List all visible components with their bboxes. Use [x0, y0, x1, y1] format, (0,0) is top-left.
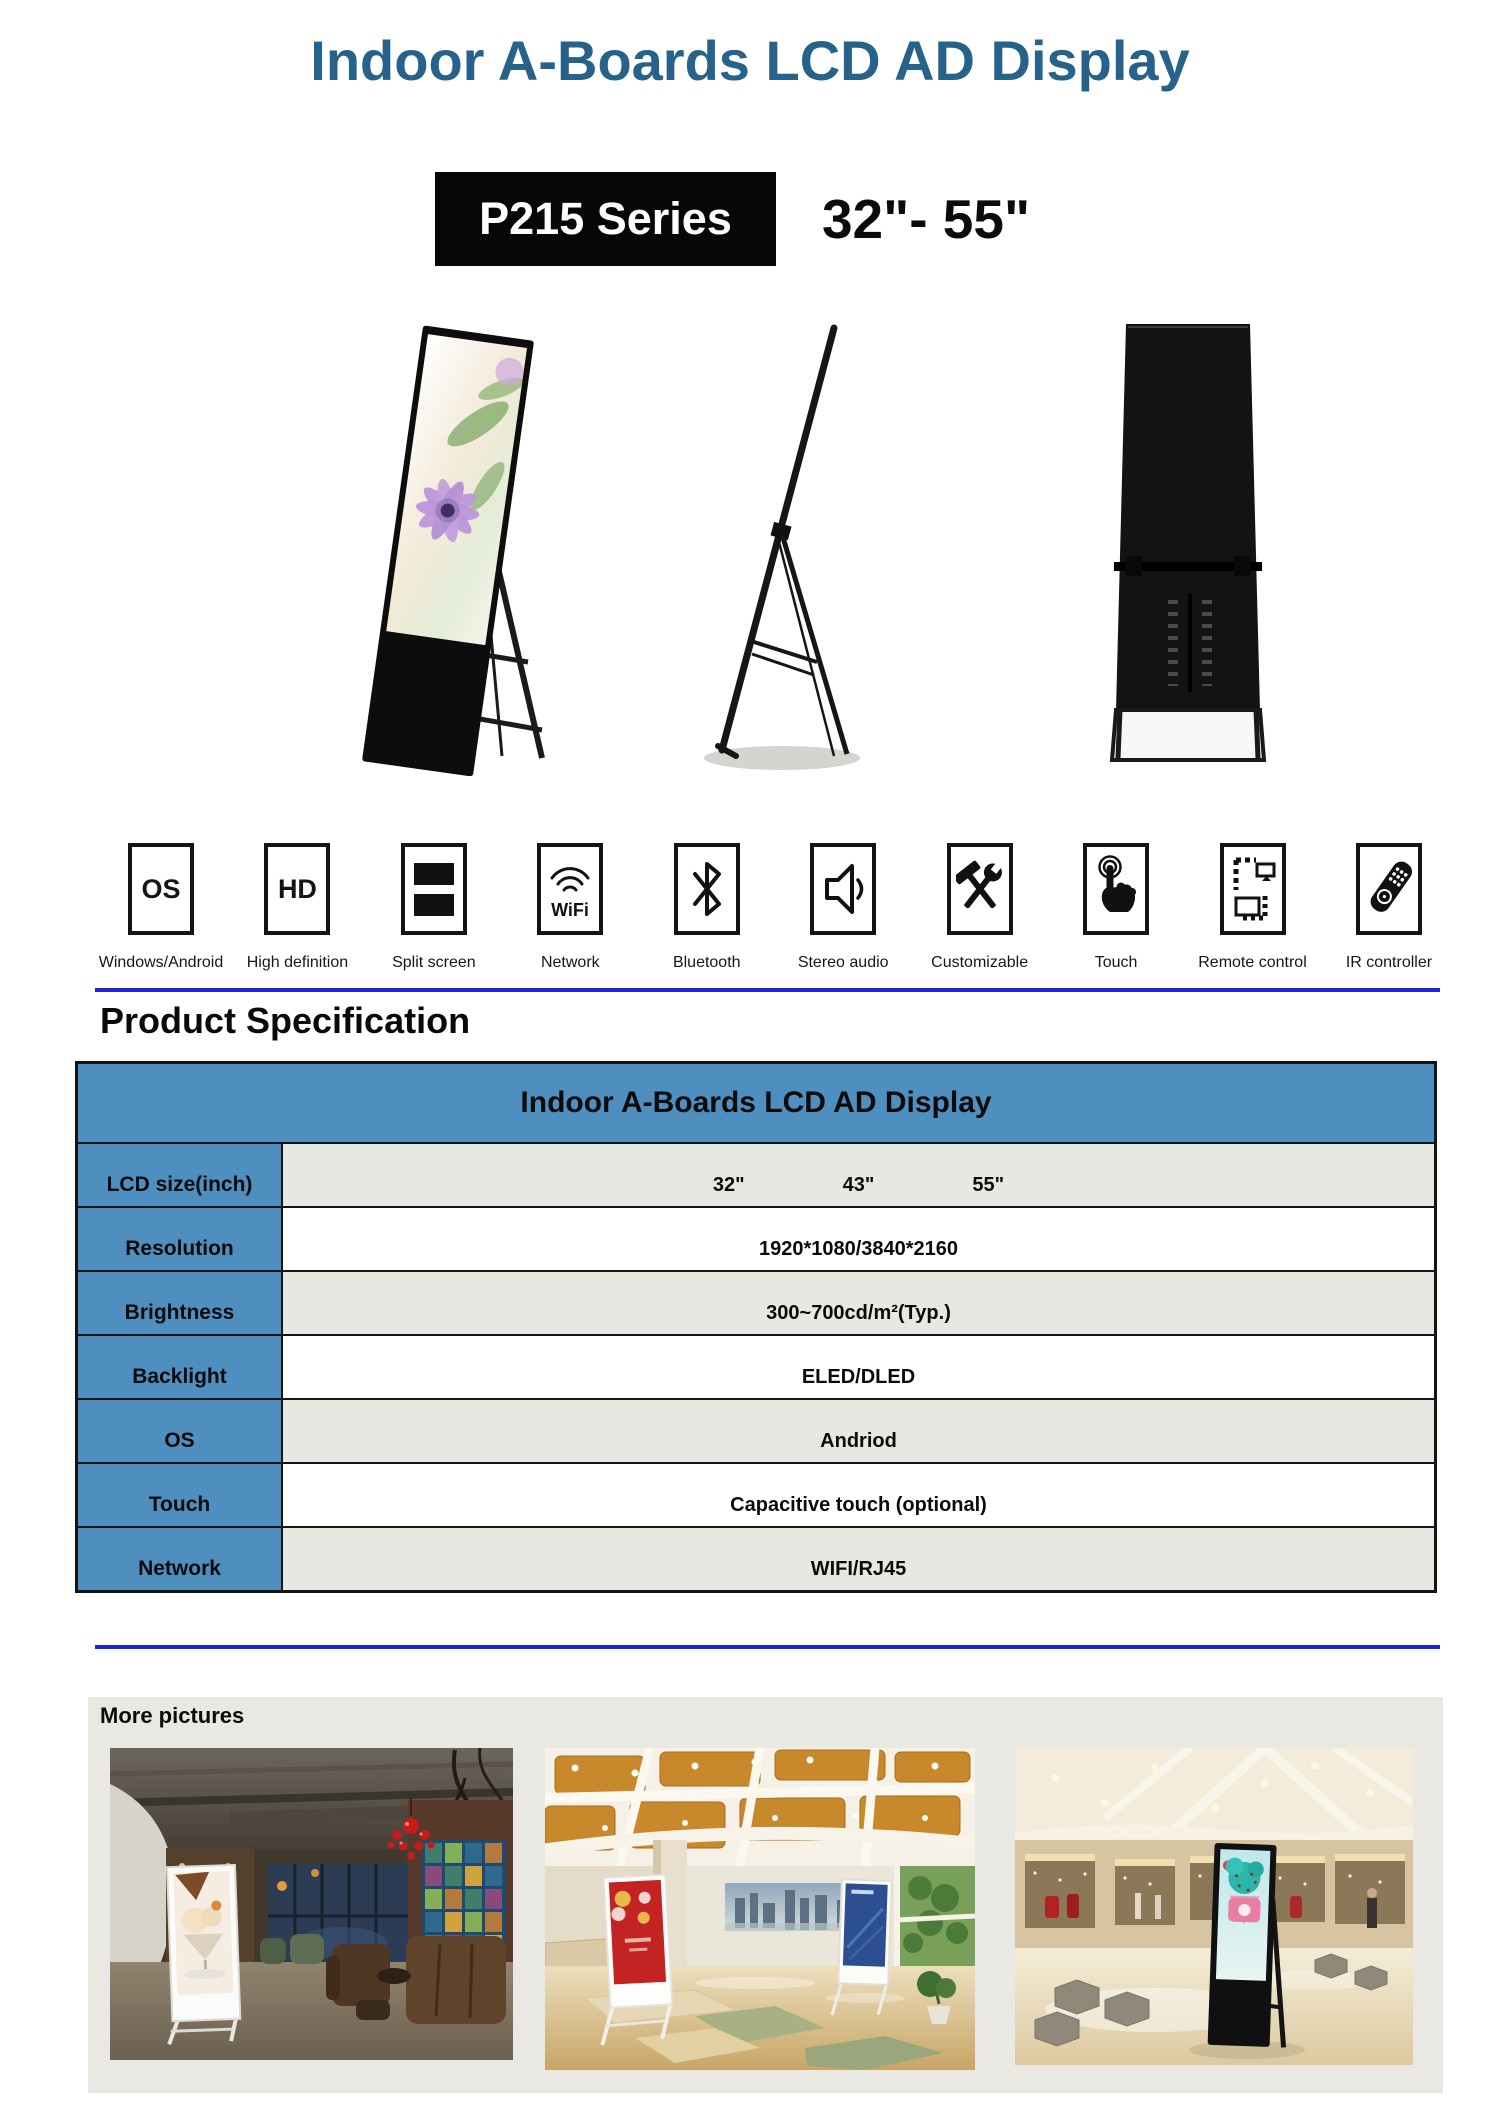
spec-row-value: Capacitive touch (optional) — [283, 1464, 1434, 1526]
spec-row-value: 1920*1080/3840*2160 — [283, 1208, 1434, 1270]
table-row — [78, 1142, 1434, 1206]
product-side-view-image — [682, 310, 882, 776]
remote-control-icon — [1220, 843, 1286, 935]
spec-row-label: Network — [78, 1528, 283, 1590]
spec-row-value: 300~700cd/m²(Typ.) — [283, 1272, 1434, 1334]
spec-heading: Product Specification — [100, 1000, 471, 1041]
table-row — [78, 1334, 1434, 1398]
wifi-icon — [537, 843, 603, 935]
feature-os — [95, 843, 227, 972]
table-row — [78, 1526, 1434, 1590]
lcd-size-option: 43" — [842, 1174, 875, 1196]
spec-row-label: Backlight — [78, 1336, 283, 1398]
lcd-size-option: 55" — [972, 1174, 1005, 1196]
bluetooth-icon — [674, 843, 740, 935]
feature-customizable — [914, 843, 1046, 972]
feature-label: Bluetooth — [672, 954, 741, 971]
product-back-view-image — [1068, 312, 1308, 774]
feature-hd — [231, 843, 363, 972]
table-row — [78, 1398, 1434, 1462]
feature-label: Windows/Android — [98, 954, 224, 971]
stereo-audio-icon — [810, 843, 876, 935]
feature-bluetooth — [641, 843, 773, 972]
spec-table-title: Indoor A-Boards LCD AD Display — [78, 1064, 1434, 1142]
ir-controller-icon — [1356, 843, 1422, 935]
spec-row-value — [283, 1144, 1434, 1206]
spec-row-label: OS — [78, 1400, 283, 1462]
lcd-size-option: 32" — [712, 1174, 745, 1196]
table-row — [78, 1270, 1434, 1334]
feature-label: High definition — [246, 954, 349, 971]
touch-icon — [1083, 843, 1149, 935]
spec-row-label: Touch — [78, 1464, 283, 1526]
feature-icons-row — [95, 843, 1455, 972]
page-title: Indoor A-Boards LCD AD Display — [310, 29, 1190, 92]
feature-network — [504, 843, 636, 972]
customizable-icon — [947, 843, 1013, 935]
spec-table — [75, 1061, 1437, 1593]
more-pictures-section — [88, 1697, 1443, 2093]
table-row — [78, 1206, 1434, 1270]
product-front-view-image — [330, 306, 575, 776]
spec-row-label: LCD size(inch) — [78, 1144, 283, 1206]
aboard-in-cafe — [163, 1865, 241, 2044]
feature-label: Split screen — [392, 954, 476, 971]
feature-label: IR controller — [1345, 954, 1433, 971]
front-panel — [362, 325, 534, 776]
size-range-label: 32"- 55" — [821, 188, 1031, 250]
hd-icon: HD — [264, 843, 330, 935]
gallery-photo-mall — [1015, 1748, 1413, 2065]
feature-label: Network — [540, 954, 600, 971]
svg-text:WiFi: WiFi — [551, 900, 590, 920]
gallery-photo-cafe — [110, 1748, 513, 2060]
split-screen-icon — [401, 843, 467, 935]
feature-stereo-audio — [777, 843, 909, 972]
feature-touch — [1050, 843, 1182, 972]
feature-ir-controller — [1323, 843, 1455, 972]
spec-row-label: Brightness — [78, 1272, 283, 1334]
table-row — [78, 1462, 1434, 1526]
feature-remote-control — [1187, 843, 1319, 972]
feature-label: Stereo audio — [797, 954, 889, 971]
feature-label: Remote control — [1198, 954, 1307, 971]
series-badge: P215 Series — [435, 172, 776, 266]
blue-divider — [95, 1645, 1440, 1649]
more-pictures-heading: More pictures — [100, 1703, 245, 1728]
spec-row-value: WIFI/RJ45 — [283, 1528, 1434, 1590]
spec-row-value: Andriod — [283, 1400, 1434, 1462]
feature-split-screen — [368, 843, 500, 972]
feature-label: Customizable — [931, 954, 1029, 971]
blue-divider — [95, 988, 1440, 992]
gallery-photo-lobby — [545, 1748, 975, 2070]
spec-row-label: Resolution — [78, 1208, 283, 1270]
os-icon: OS — [128, 843, 194, 935]
feature-label: Touch — [1094, 954, 1138, 971]
spec-row-value: ELED/DLED — [283, 1336, 1434, 1398]
